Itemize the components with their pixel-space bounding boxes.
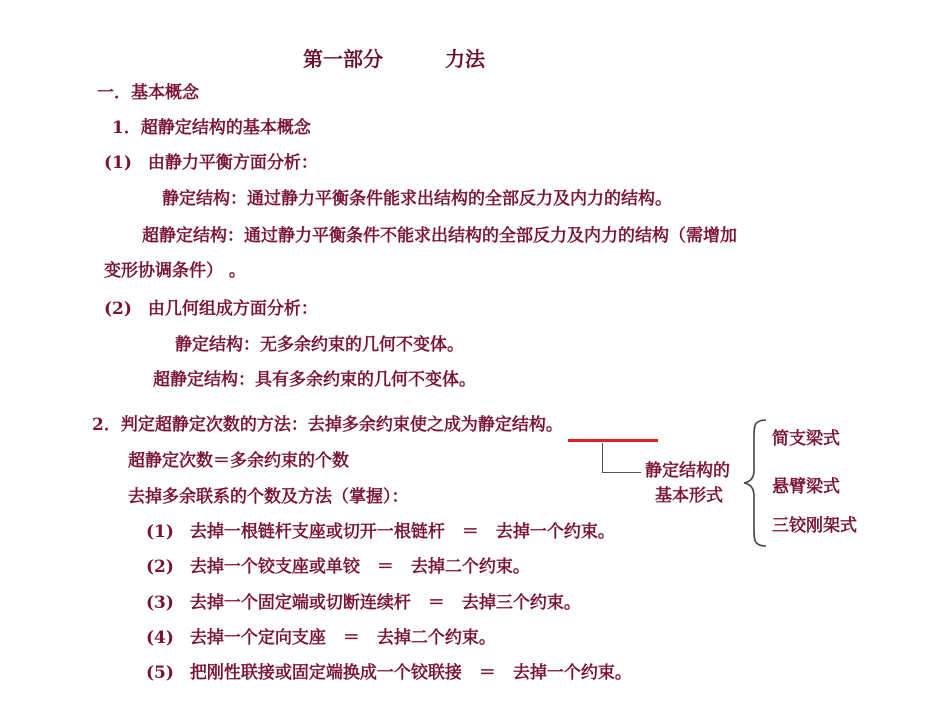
- item-label: (1): [104, 153, 132, 173]
- method-text: 去掉一个铰支座或单铰 ＝ 去掉二个约束。: [189, 557, 530, 577]
- connector-line: [602, 443, 641, 473]
- title-name: 力法: [445, 47, 485, 71]
- method-text: 去掉一个固定端或切断连续杆 ＝ 去掉三个约束。: [189, 593, 581, 613]
- static-structure-definition: 静定结构：通过静力平衡条件能求出结构的全部反力及内力的结构。: [162, 189, 672, 209]
- method-label: (4): [146, 628, 174, 648]
- form-three-hinged-frame: 三铰刚架式: [772, 516, 857, 536]
- method-item: [146, 521, 615, 543]
- basic-forms-label: 静定结构的: [645, 461, 730, 481]
- subsection-heading-indeterminate: 1．超静定结构的基本概念: [112, 118, 311, 138]
- method-text: 去掉一个定向支座 ＝ 去掉二个约束。: [189, 628, 496, 648]
- indeterminate-structure-definition-cont: 变形协调条件） 。: [104, 261, 246, 281]
- page-title: [303, 48, 485, 70]
- method-label: (3): [146, 593, 174, 613]
- method-text: 把刚性联接或固定端换成一个铰联接 ＝ 去掉一个约束。: [189, 663, 632, 683]
- section-heading-basic-concepts: 一．基本概念: [97, 83, 199, 103]
- method-item: [146, 627, 496, 649]
- method-text: 去掉一根链杆支座或切开一根链杆 ＝ 去掉一个约束。: [189, 522, 615, 542]
- method-item: [146, 592, 581, 614]
- title-part: 第一部分: [303, 47, 383, 71]
- form-simply-supported: 简支梁式: [772, 429, 840, 449]
- basic-forms-label-cont: 基本形式: [655, 486, 723, 506]
- section-heading-degree-method: 2．判定超静定次数的方法：去掉多余约束使之成为静定结构。: [92, 415, 563, 435]
- method-label: (2): [146, 557, 174, 577]
- static-structure-geometric: 静定结构：无多余约束的几何不变体。: [175, 335, 464, 355]
- degree-definition: 超静定次数＝多余约束的个数: [128, 451, 349, 471]
- indeterminate-structure-definition: 超静定结构：通过静力平衡条件不能求出结构的全部反力及内力的结构（需增加: [142, 226, 737, 246]
- form-cantilever: 悬臂梁式: [772, 477, 840, 497]
- item-label: (2): [104, 299, 132, 319]
- paragraph-geometric-analysis: [104, 298, 318, 320]
- method-item: [146, 556, 530, 578]
- curly-brace-icon: [740, 418, 770, 548]
- method-item: [146, 662, 632, 684]
- indeterminate-structure-geometric: 超静定结构：具有多余约束的几何不变体。: [153, 370, 476, 390]
- method-label: (5): [146, 663, 174, 683]
- item-text: 由静力平衡方面分析：: [147, 153, 318, 173]
- highlight-underline: [568, 439, 658, 442]
- item-text: 由几何组成方面分析：: [147, 299, 318, 319]
- paragraph-static-analysis: [104, 152, 318, 174]
- method-label: (1): [146, 522, 174, 542]
- methods-intro: 去掉多余联系的个数及方法（掌握）：: [128, 487, 409, 507]
